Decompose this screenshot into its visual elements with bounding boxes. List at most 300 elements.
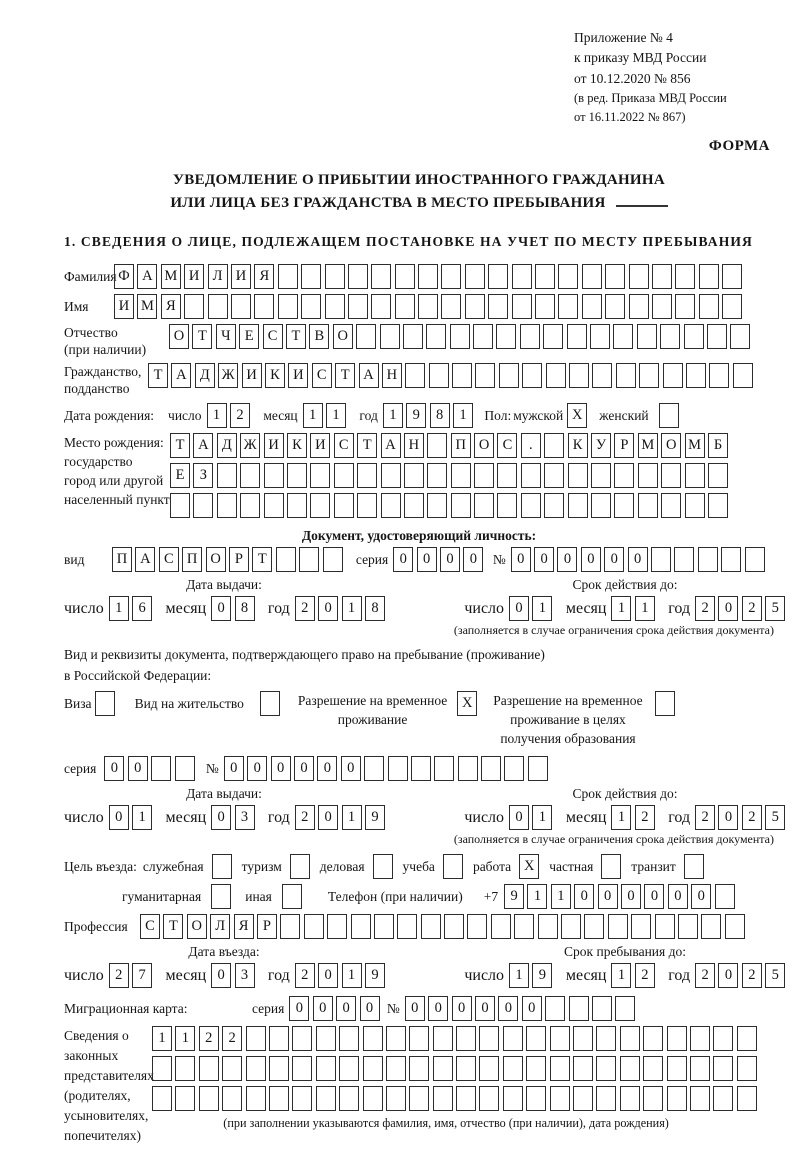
- representatives-note: (при заполнении указываются фамилия, имя, отчество (при наличии), дата рождения): [223, 1116, 669, 1131]
- char-cell: О: [169, 324, 189, 349]
- char-cell: 3: [235, 963, 255, 988]
- surname-label: Фамилия: [64, 269, 117, 285]
- char-cell: [409, 1086, 429, 1111]
- char-cell: 1: [551, 884, 571, 909]
- rvp-checkbox: X: [457, 691, 477, 716]
- char-cell: [558, 264, 578, 289]
- char-cell: [584, 914, 604, 939]
- char-cell: Р: [229, 547, 249, 572]
- char-cell: 0: [313, 996, 333, 1021]
- char-cell: [620, 1056, 640, 1081]
- char-cell: 0: [557, 547, 577, 572]
- field-surname: [64, 264, 774, 289]
- identity-doc-dates: [64, 596, 779, 621]
- birth-place-label-line1: Место рождения:: [64, 435, 164, 451]
- char-cell: 1: [635, 596, 655, 621]
- char-cell: Т: [170, 433, 190, 458]
- char-cell: [631, 914, 651, 939]
- char-cell: [356, 324, 376, 349]
- char-cell: 0: [104, 756, 124, 781]
- representatives-label-line4: (родителях,: [64, 1088, 131, 1104]
- title-blank-underline: [616, 205, 668, 207]
- char-cell: [638, 493, 658, 518]
- identity-doc-issue-heading: Дата выдачи:: [186, 577, 262, 593]
- char-cell: [544, 463, 564, 488]
- identity-doc-kind-label: вид: [64, 552, 85, 568]
- char-cell: А: [381, 433, 401, 458]
- char-cell: [426, 324, 446, 349]
- identity-valid-year-cells: [695, 596, 789, 621]
- char-cell: М: [685, 433, 705, 458]
- char-cell: М: [161, 264, 181, 289]
- char-cell: [591, 493, 611, 518]
- char-cell: [327, 914, 347, 939]
- birth-month-cells: [303, 403, 350, 428]
- purpose-option-label: транзит: [631, 859, 676, 875]
- char-cell: [339, 1086, 359, 1111]
- form-title-line2: ИЛИ ЛИЦА БЕЗ ГРАЖДАНСТВА В МЕСТО ПРЕБЫВАНИЯ: [170, 194, 606, 211]
- year-label: год: [267, 600, 290, 618]
- char-cell: 0: [318, 805, 338, 830]
- char-cell: [690, 1056, 710, 1081]
- char-cell: 0: [509, 805, 529, 830]
- char-cell: [561, 914, 581, 939]
- char-cell: О: [206, 547, 226, 572]
- month-label: месяц: [165, 600, 207, 618]
- char-cell: [608, 914, 628, 939]
- char-cell: [708, 463, 728, 488]
- purpose-option-label: служебная: [142, 859, 204, 875]
- char-cell: 3: [235, 805, 255, 830]
- birth-day-label: число: [168, 408, 202, 424]
- char-cell: 0: [498, 996, 518, 1021]
- sex-male-checkbox: X: [567, 403, 587, 428]
- year-label: год: [267, 967, 290, 985]
- char-cell: 5: [765, 963, 785, 988]
- char-cell: [737, 1056, 757, 1081]
- char-cell: [745, 547, 765, 572]
- char-cell: [512, 264, 532, 289]
- char-cell: С: [159, 547, 179, 572]
- char-cell: [397, 914, 417, 939]
- char-cell: 0: [598, 884, 618, 909]
- char-cell: [175, 1056, 195, 1081]
- purpose-business-checkbox: [373, 854, 393, 879]
- form-title-line1: УВЕДОМЛЕНИЕ О ПРИБЫТИИ ИНОСТРАННОГО ГРАЖДАНИНА: [172, 172, 665, 189]
- char-cell: 0: [289, 996, 309, 1021]
- char-cell: [514, 914, 534, 939]
- entry-year-cells: [295, 963, 389, 988]
- char-cell: К: [265, 363, 285, 388]
- char-cell: [175, 1086, 195, 1111]
- month-label: месяц: [565, 967, 607, 985]
- residence-issue-year-cells: [295, 805, 389, 830]
- char-cell: 0: [109, 805, 129, 830]
- char-cell: [152, 1086, 172, 1111]
- char-cell: [737, 1086, 757, 1111]
- char-cell: [292, 1056, 312, 1081]
- char-cell: 0: [211, 596, 231, 621]
- rvp-label-line1: Разрешение на временное: [297, 693, 448, 709]
- char-cell: [684, 324, 704, 349]
- char-cell: 2: [695, 596, 715, 621]
- purpose-label: Цель въезда:: [64, 859, 137, 875]
- char-cell: 1: [109, 596, 129, 621]
- birth-place-row3: [170, 493, 731, 518]
- char-cell: [357, 463, 377, 488]
- char-cell: Т: [335, 363, 355, 388]
- char-cell: [474, 493, 494, 518]
- char-cell: [418, 294, 438, 319]
- char-cell: 9: [365, 805, 385, 830]
- birth-date-label: Дата рождения:: [64, 408, 155, 424]
- char-cell: [550, 1086, 570, 1111]
- char-cell: 0: [405, 996, 425, 1021]
- day-label: число: [464, 967, 505, 985]
- char-cell: [404, 463, 424, 488]
- char-cell: Н: [404, 433, 424, 458]
- char-cell: 1: [132, 805, 152, 830]
- char-cell: [590, 324, 610, 349]
- day-label: число: [64, 600, 104, 618]
- char-cell: А: [359, 363, 379, 388]
- field-purpose: [64, 854, 774, 879]
- char-cell: [395, 294, 415, 319]
- char-cell: [240, 493, 260, 518]
- char-cell: В: [309, 324, 329, 349]
- char-cell: 1: [342, 963, 362, 988]
- char-cell: Т: [286, 324, 306, 349]
- identity-issue-month-cells: [211, 596, 258, 621]
- char-cell: С: [497, 433, 517, 458]
- char-cell: [690, 1086, 710, 1111]
- char-cell: 0: [318, 596, 338, 621]
- char-cell: [217, 463, 237, 488]
- char-cell: [316, 1086, 336, 1111]
- rvp-edu-label-line1: Разрешение на временное: [493, 693, 643, 709]
- appendix-line-1: Приложение № 4: [574, 30, 673, 45]
- char-cell: [685, 463, 705, 488]
- entry-day-cells: [109, 963, 156, 988]
- char-cell: [655, 914, 675, 939]
- rvp-edu-checkbox: [655, 691, 675, 716]
- char-cell: [441, 264, 461, 289]
- char-cell: П: [112, 547, 132, 572]
- char-cell: 1: [611, 596, 631, 621]
- char-cell: [660, 324, 680, 349]
- char-cell: 0: [440, 547, 460, 572]
- purpose-option-label: гуманитарная: [122, 889, 202, 905]
- char-cell: [481, 756, 501, 781]
- field-identity-doc-kind: [64, 547, 774, 572]
- char-cell: Т: [252, 547, 272, 572]
- char-cell: [678, 914, 698, 939]
- residence-doc-valid-heading: Срок действия до:: [572, 786, 678, 802]
- char-cell: [643, 1056, 663, 1081]
- representatives-label-line3: представителях: [64, 1068, 154, 1084]
- char-cell: [496, 324, 516, 349]
- char-cell: У: [591, 433, 611, 458]
- char-cell: [363, 1056, 383, 1081]
- char-cell: [364, 756, 384, 781]
- char-cell: 2: [635, 805, 655, 830]
- char-cell: .: [521, 433, 541, 458]
- citizenship-label-line1: Гражданство,: [64, 364, 142, 380]
- char-cell: [411, 756, 431, 781]
- char-cell: [363, 1026, 383, 1051]
- migration-card-series-label: серия: [252, 1001, 285, 1017]
- day-label: число: [464, 600, 505, 618]
- migration-card-number-label: №: [386, 1001, 400, 1017]
- residence-doc-series-label: серия: [64, 761, 97, 777]
- char-cell: [299, 547, 319, 572]
- birth-year-label: год: [359, 408, 378, 424]
- representatives-row2: [152, 1056, 760, 1081]
- char-cell: [573, 1086, 593, 1111]
- char-cell: [713, 1056, 733, 1081]
- char-cell: 9: [365, 963, 385, 988]
- char-cell: 0: [644, 884, 664, 909]
- char-cell: 0: [475, 996, 495, 1021]
- char-cell: [614, 493, 634, 518]
- char-cell: [371, 294, 391, 319]
- char-cell: [544, 433, 564, 458]
- identity-doc-note: (заполняется в случае ограничения срока действия документа): [453, 623, 774, 638]
- char-cell: 1: [527, 884, 547, 909]
- char-cell: [592, 363, 612, 388]
- char-cell: [674, 547, 694, 572]
- char-cell: [269, 1056, 289, 1081]
- day-label: число: [464, 809, 505, 827]
- char-cell: [450, 324, 470, 349]
- char-cell: 6: [132, 596, 152, 621]
- char-cell: [254, 294, 274, 319]
- birth-place-label-line4: населенный пункт: [64, 492, 170, 508]
- char-cell: Р: [614, 433, 634, 458]
- identity-issue-year-cells: [295, 596, 389, 621]
- char-cell: [433, 1026, 453, 1051]
- char-cell: [301, 264, 321, 289]
- char-cell: [208, 294, 228, 319]
- char-cell: [709, 363, 729, 388]
- char-cell: [386, 1086, 406, 1111]
- char-cell: [528, 756, 548, 781]
- char-cell: 5: [765, 596, 785, 621]
- char-cell: [643, 1086, 663, 1111]
- char-cell: 1: [152, 1026, 172, 1051]
- char-cell: Я: [161, 294, 181, 319]
- char-cell: [675, 264, 695, 289]
- year-label: год: [668, 600, 691, 618]
- char-cell: 0: [581, 547, 601, 572]
- char-cell: [386, 1026, 406, 1051]
- char-cell: И: [310, 433, 330, 458]
- char-cell: [175, 756, 195, 781]
- char-cell: [605, 264, 625, 289]
- identity-valid-month-cells: [611, 596, 658, 621]
- char-cell: [651, 547, 671, 572]
- char-cell: С: [263, 324, 283, 349]
- char-cell: 0: [628, 547, 648, 572]
- year-label: год: [668, 809, 691, 827]
- identity-doc-kind-cells: [112, 547, 346, 572]
- residence-doc-series-cells: [104, 756, 198, 781]
- char-cell: [292, 1026, 312, 1051]
- char-cell: [427, 493, 447, 518]
- citizenship-label: [64, 363, 148, 397]
- char-cell: 2: [109, 963, 129, 988]
- field-representatives: [64, 1026, 774, 1146]
- char-cell: [395, 264, 415, 289]
- char-cell: [699, 294, 719, 319]
- purpose-option-label: частная: [549, 859, 594, 875]
- char-cell: [591, 463, 611, 488]
- citizenship-cells: [148, 363, 756, 388]
- char-cell: [479, 1026, 499, 1051]
- char-cell: [310, 463, 330, 488]
- char-cell: С: [140, 914, 160, 939]
- residence-valid-year-cells: [695, 805, 789, 830]
- birth-day-cells: [207, 403, 254, 428]
- char-cell: [348, 264, 368, 289]
- char-cell: [434, 756, 454, 781]
- char-cell: [170, 493, 190, 518]
- field-birth-date: [64, 403, 774, 428]
- char-cell: [151, 756, 171, 781]
- char-cell: [217, 493, 237, 518]
- char-cell: А: [135, 547, 155, 572]
- char-cell: [558, 294, 578, 319]
- birth-place-label-line2: государство: [64, 454, 133, 470]
- char-cell: [667, 1086, 687, 1111]
- char-cell: [491, 914, 511, 939]
- field-purpose-row2-phone: [64, 884, 774, 909]
- identity-doc-issue-date: [64, 596, 388, 621]
- char-cell: 2: [635, 963, 655, 988]
- char-cell: [652, 294, 672, 319]
- rvp-edu-label-line2: проживание в целях: [510, 712, 626, 728]
- char-cell: [280, 914, 300, 939]
- char-cell: 0: [417, 547, 437, 572]
- char-cell: [246, 1026, 266, 1051]
- char-cell: [639, 363, 659, 388]
- char-cell: [433, 1086, 453, 1111]
- residence-doc-intro-1: Вид и реквизиты документа, подтверждающего право на пребывание (проживание): [64, 647, 545, 663]
- residence-doc-date-headers: [64, 786, 774, 802]
- char-cell: 0: [463, 547, 483, 572]
- char-cell: Д: [195, 363, 215, 388]
- char-cell: [616, 363, 636, 388]
- char-cell: 0: [668, 884, 688, 909]
- char-cell: [184, 294, 204, 319]
- char-cell: [685, 493, 705, 518]
- phone-label: Телефон (при наличии): [327, 889, 463, 905]
- char-cell: [592, 996, 612, 1021]
- char-cell: 0: [336, 996, 356, 1021]
- char-cell: 1: [207, 403, 227, 428]
- char-cell: [316, 1056, 336, 1081]
- char-cell: И: [231, 264, 251, 289]
- char-cell: [292, 1086, 312, 1111]
- representatives-row1: [152, 1026, 760, 1051]
- section1-heading: 1. СВЕДЕНИЯ О ЛИЦЕ, ПОДЛЕЖАЩЕМ ПОСТАНОВКЕ НА УЧЕТ ПО МЕСТУ ПРЕБЫВАНИЯ: [64, 234, 753, 250]
- purpose-humanitarian-checkbox: [211, 884, 231, 909]
- char-cell: К: [568, 433, 588, 458]
- char-cell: [596, 1086, 616, 1111]
- char-cell: Р: [257, 914, 277, 939]
- char-cell: [546, 363, 566, 388]
- char-cell: [363, 1086, 383, 1111]
- representatives-label-line6: попечителях): [64, 1128, 141, 1144]
- char-cell: 1: [303, 403, 323, 428]
- stay-year-cells: [695, 963, 789, 988]
- char-cell: [427, 463, 447, 488]
- stay-until-heading: Срок пребывания до:: [564, 944, 686, 960]
- char-cell: [614, 463, 634, 488]
- char-cell: 0: [718, 963, 738, 988]
- char-cell: 9: [406, 403, 426, 428]
- char-cell: [323, 547, 343, 572]
- char-cell: [713, 1026, 733, 1051]
- char-cell: [348, 294, 368, 319]
- char-cell: 0: [621, 884, 641, 909]
- char-cell: 1: [326, 403, 346, 428]
- residence-permit-label: Вид на жительство: [134, 696, 244, 712]
- char-cell: [381, 463, 401, 488]
- char-cell: Е: [170, 463, 190, 488]
- residence-doc-intro-2: в Российской Федерации:: [64, 668, 212, 684]
- char-cell: [512, 294, 532, 319]
- char-cell: 0: [247, 756, 267, 781]
- char-cell: [475, 363, 495, 388]
- year-label: год: [267, 809, 290, 827]
- month-label: месяц: [165, 967, 207, 985]
- char-cell: 1: [175, 1026, 195, 1051]
- char-cell: 2: [295, 596, 315, 621]
- char-cell: [409, 1026, 429, 1051]
- birth-place-row2: [170, 463, 731, 488]
- char-cell: [488, 264, 508, 289]
- migration-card-label: Миграционная карта:: [64, 1001, 188, 1017]
- birth-year-cells: [383, 403, 477, 428]
- char-cell: [325, 294, 345, 319]
- char-cell: 0: [211, 963, 231, 988]
- char-cell: 0: [360, 996, 380, 1021]
- rvp-label: [298, 691, 447, 729]
- char-cell: [269, 1026, 289, 1051]
- purpose-option-label: деловая: [319, 859, 365, 875]
- char-cell: [573, 1056, 593, 1081]
- char-cell: [310, 493, 330, 518]
- residence-doc-series-number: [64, 756, 774, 781]
- form-title: [64, 169, 774, 214]
- char-cell: 1: [342, 596, 362, 621]
- char-cell: [596, 1026, 616, 1051]
- birth-month-label: месяц: [263, 408, 298, 424]
- char-cell: [535, 264, 555, 289]
- char-cell: [479, 1086, 499, 1111]
- char-cell: [701, 914, 721, 939]
- char-cell: [722, 294, 742, 319]
- birth-place-label-line3: город или другой: [64, 473, 164, 489]
- char-cell: [418, 264, 438, 289]
- char-cell: [568, 463, 588, 488]
- char-cell: 0: [452, 996, 472, 1021]
- char-cell: [629, 264, 649, 289]
- char-cell: [246, 1086, 266, 1111]
- char-cell: [567, 324, 587, 349]
- char-cell: [479, 1056, 499, 1081]
